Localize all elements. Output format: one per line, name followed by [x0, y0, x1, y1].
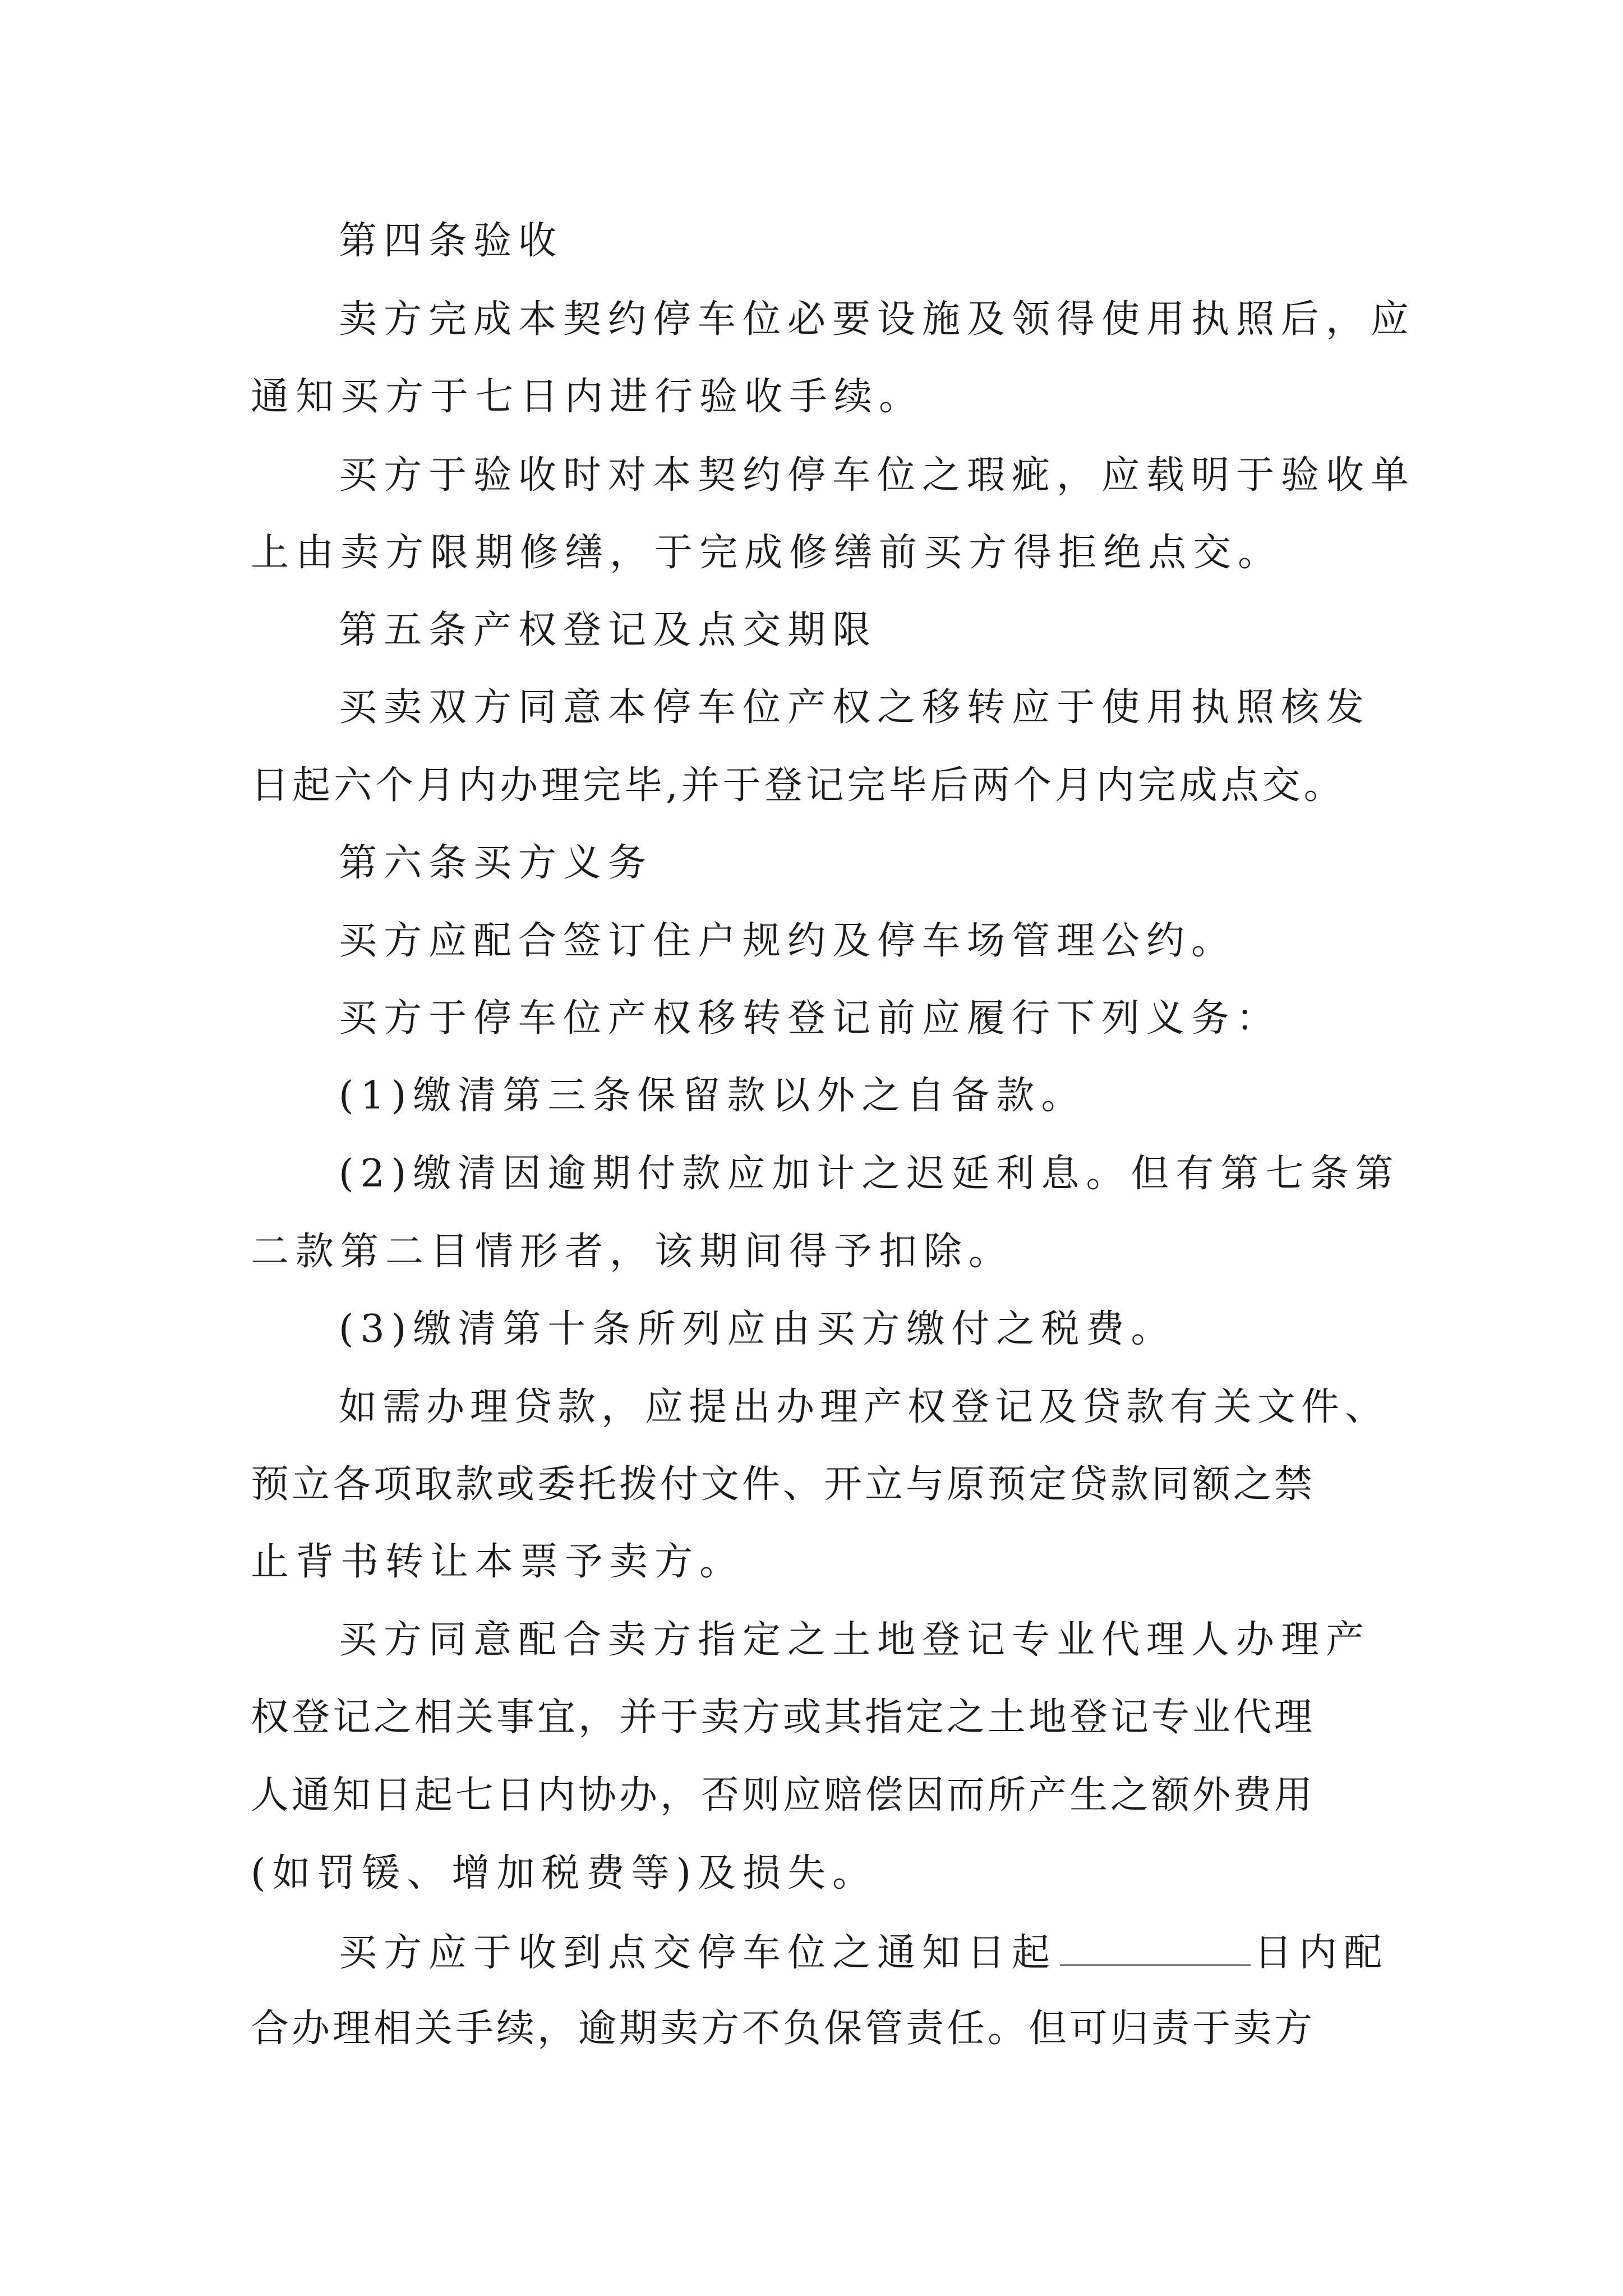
paragraph-line: 止背书转让本票予卖方。 [251, 1540, 745, 1584]
paragraph-line: 买方同意配合卖方指定之土地登记专业代理人办理产 [339, 1618, 1371, 1662]
paragraph-line: 买方于验收时对本契约停车位之瑕疵，应载明于验收单 [339, 453, 1416, 498]
paragraph-line: 卖方完成本契约停车位必要设施及领得使用执照后，应 [339, 297, 1416, 342]
section-heading-5: 第五条产权登记及点交期限 [339, 608, 878, 652]
paragraph-line: (如罚锾、增加税费等)及损失。 [251, 1851, 878, 1895]
paragraph-line: 通知买方于七日内进行验收手续。 [251, 375, 924, 419]
paragraph-line: 买方于停车位产权移转登记前应履行下列义务： [339, 996, 1281, 1041]
paragraph-line [339, 1929, 1389, 1976]
paragraph-line: 买卖双方同意本停车位产权之移转应于使用执照核发 [339, 685, 1371, 730]
section-heading-6: 第六条买方义务 [339, 841, 653, 885]
paragraph-line: 预立各项取款或委托拨付文件、开立与原预定贷款同额之禁 [251, 1462, 1316, 1507]
line-text: 买方应于收到点交停车位之通知日起 [339, 1931, 1057, 1975]
paragraph-line: 权登记之相关事宜，并于卖方或其指定之土地登记专业代理 [251, 1695, 1316, 1740]
fill-in-blank [1060, 1929, 1251, 1966]
list-item: (3)缴清第十条所列应由买方缴付之税费。 [339, 1307, 1176, 1351]
paragraph-line: 上由卖方限期修缮，于完成修缮前买方得拒绝点交。 [251, 531, 1283, 575]
line-text: 日内配 [1254, 1931, 1389, 1975]
list-item: (1)缴清第三条保留款以外之自备款。 [339, 1074, 1086, 1118]
paragraph-line: 买方应配合签订住户规约及停车场管理公约。 [339, 919, 1237, 963]
list-item: (2)缴清因逾期付款应加计之迟延利息。但有第七条第 [339, 1152, 1400, 1196]
paragraph-line: 合办理相关手续，逾期卖方不负保管责任。但可归责于卖方 [251, 2007, 1316, 2051]
paragraph-line: 二款第二目情形者，该期间得予扣除。 [251, 1230, 1014, 1274]
section-heading-4: 第四条验收 [339, 219, 564, 263]
paragraph-line: 如需办理贷款，应提出办理产权登记及贷款有关文件、 [339, 1385, 1389, 1429]
paragraph-line: 人通知日起七日内协办，否则应赔偿因而所产生之额外费用 [251, 1773, 1316, 1818]
paragraph-line: 日起六个月内办理完毕,并于登记完毕后两个月内完成点交。 [251, 763, 1345, 808]
